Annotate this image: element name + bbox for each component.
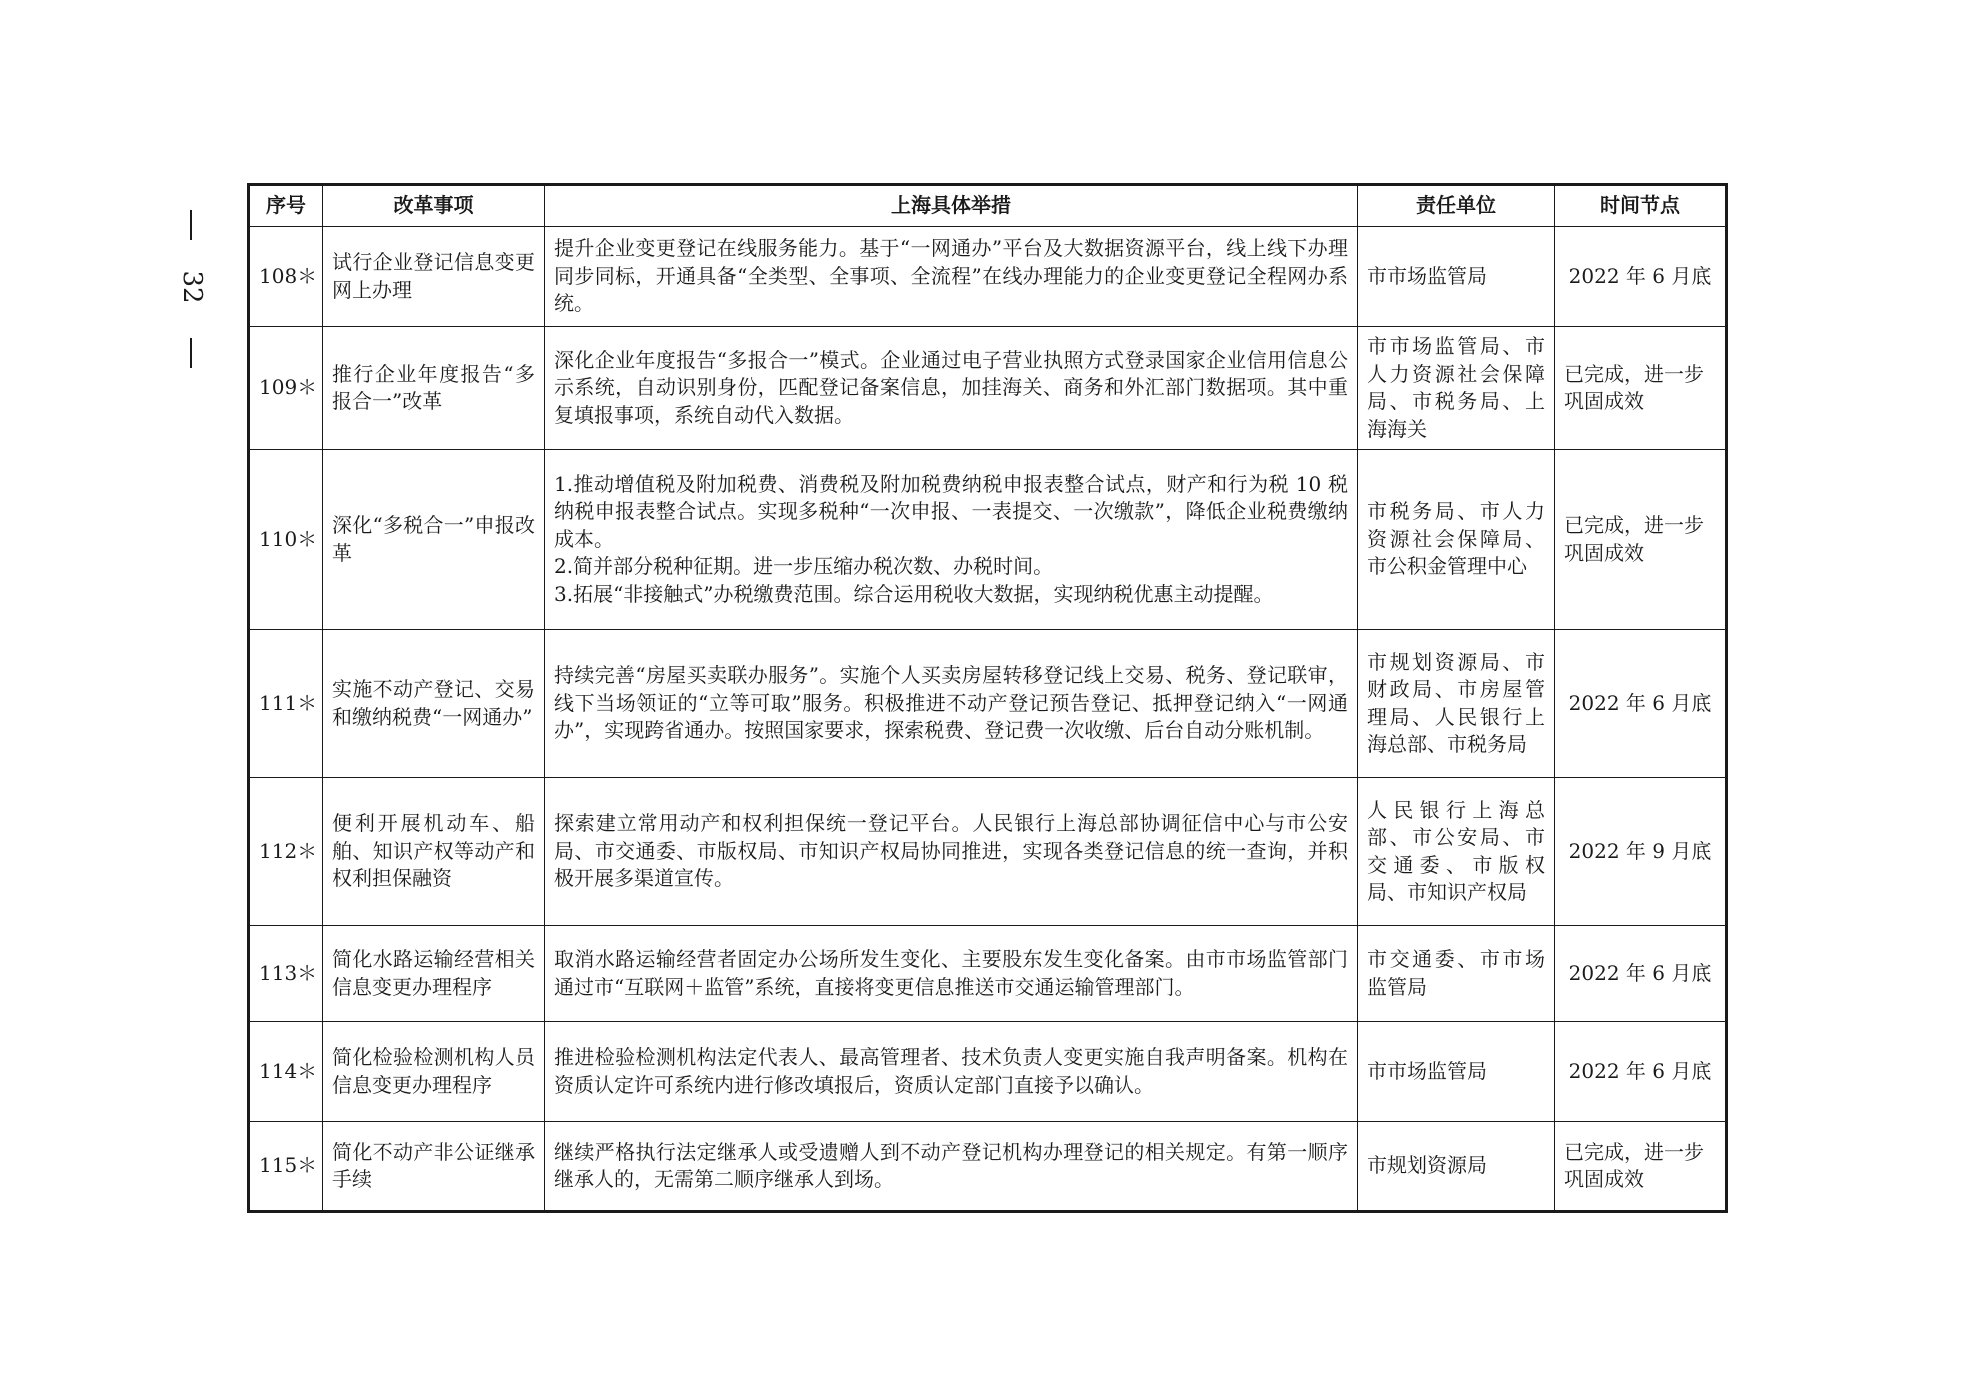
time-node: 已完成，进一步巩固成效 bbox=[1555, 327, 1727, 450]
table-header-row bbox=[249, 185, 1727, 227]
header-no: 序号 bbox=[249, 185, 323, 227]
responsible-unit: 市市场监管局 bbox=[1358, 227, 1555, 327]
measure-cell bbox=[545, 926, 1358, 1022]
measure-paragraph: 3.拓展“非接触式”办税缴费范围。综合运用税收大数据，实现纳税优惠主动提醒。 bbox=[554, 581, 1274, 606]
page-number-dash-bottom bbox=[190, 338, 192, 368]
measure-paragraph: 取消水路运输经营者固定办公场所发生变化、主要股东发生变化备案。由市市场监管部门通过市“互联网＋监管”系统，直接将变更信息推送市交通运输管理部门。 bbox=[554, 947, 1348, 999]
row-number: 112＊ bbox=[249, 778, 323, 926]
responsible-unit: 市规划资源局、市财政局、市房屋管理局、人民银行上海总部、市税务局 bbox=[1358, 630, 1555, 778]
responsible-unit: 市规划资源局 bbox=[1358, 1122, 1555, 1212]
table-row bbox=[249, 1122, 1727, 1212]
time-node: 2022 年 6 月底 bbox=[1555, 630, 1727, 778]
header-item: 改革事项 bbox=[323, 185, 545, 227]
row-number: 109＊ bbox=[249, 327, 323, 450]
reform-item: 推行企业年度报告“多报合一”改革 bbox=[323, 327, 545, 450]
table-row bbox=[249, 630, 1727, 778]
page-number-dash-top bbox=[190, 210, 192, 240]
table-body bbox=[249, 227, 1727, 1212]
measure-cell bbox=[545, 1022, 1358, 1122]
reform-item: 实施不动产登记、交易和缴纳税费“一网通办” bbox=[323, 630, 545, 778]
time-node: 2022 年 6 月底 bbox=[1555, 926, 1727, 1022]
measure-cell bbox=[545, 450, 1358, 630]
reform-item: 深化“多税合一”申报改革 bbox=[323, 450, 545, 630]
responsible-unit: 市交通委、市市场监管局 bbox=[1358, 926, 1555, 1022]
reform-item: 简化不动产非公证继承手续 bbox=[323, 1122, 545, 1212]
header-measure: 上海具体举措 bbox=[545, 185, 1358, 227]
row-number: 114＊ bbox=[249, 1022, 323, 1122]
row-number: 111＊ bbox=[249, 630, 323, 778]
table-row bbox=[249, 926, 1727, 1022]
page-number-margin bbox=[168, 210, 218, 370]
measure-paragraph: 2.简并部分税种征期。进一步压缩办税次数、办税时间。 bbox=[554, 554, 1054, 579]
reform-item: 便利开展机动车、船舶、知识产权等动产和权利担保融资 bbox=[323, 778, 545, 926]
measure-cell bbox=[545, 227, 1358, 327]
responsible-unit: 人民银行上海总部、市公安局、市交通委、市版权局、市知识产权局 bbox=[1358, 778, 1555, 926]
table-row bbox=[249, 450, 1727, 630]
table-row bbox=[249, 1022, 1727, 1122]
measure-paragraph: 探索建立常用动产和权利担保统一登记平台。人民银行上海总部协调征信中心与市公安局、市交通委、市版权局、市知识产权局协同推进，实现各类登记信息的统一查询，并积极开展多渠道宣传。 bbox=[554, 811, 1348, 891]
measure-paragraph: 1.推动增值税及附加税费、消费税及附加税费纳税申报表整合试点，财产和行为税 10 税纳税申报表整合试点。实现多税种“一次申报、一表提交、一次缴款”，降低企业税费缴纳成本。 bbox=[554, 471, 1348, 551]
measure-paragraph: 持续完善“房屋买卖联办服务”。实施个人买卖房屋转移登记线上交易、税务、登记联审，线下当场领证的“立等可取”服务。积极推进不动产登记预告登记、抵押登记纳入“一网通办”，实现跨省通办。按照国家要求，探索税费、登记费一次收缴、后台自动分账机制。 bbox=[554, 663, 1348, 743]
time-node: 2022 年 9 月底 bbox=[1555, 778, 1727, 926]
responsible-unit: 市市场监管局 bbox=[1358, 1022, 1555, 1122]
table-row bbox=[249, 778, 1727, 926]
measure-cell bbox=[545, 630, 1358, 778]
row-number: 108＊ bbox=[249, 227, 323, 327]
reform-item: 简化检验检测机构人员信息变更办理程序 bbox=[323, 1022, 545, 1122]
measure-paragraph: 推进检验检测机构法定代表人、最高管理者、技术负责人变更实施自我声明备案。机构在资质认定许可系统内进行修改填报后，资质认定部门直接予以确认。 bbox=[554, 1045, 1348, 1097]
measure-paragraph: 继续严格执行法定继承人或受遗赠人到不动产登记机构办理登记的相关规定。有第一顺序继承人的，无需第二顺序继承人到场。 bbox=[554, 1139, 1348, 1191]
reform-item: 试行企业登记信息变更网上办理 bbox=[323, 227, 545, 327]
responsible-unit: 市市场监管局、市人力资源社会保障局、市税务局、上海海关 bbox=[1358, 327, 1555, 450]
time-node: 已完成，进一步巩固成效 bbox=[1555, 1122, 1727, 1212]
header-time: 时间节点 bbox=[1555, 185, 1727, 227]
time-node: 已完成，进一步巩固成效 bbox=[1555, 450, 1727, 630]
row-number: 110＊ bbox=[249, 450, 323, 630]
page-number: 32 bbox=[177, 270, 207, 304]
row-number: 113＊ bbox=[249, 926, 323, 1022]
time-node: 2022 年 6 月底 bbox=[1555, 1022, 1727, 1122]
responsible-unit: 市税务局、市人力资源社会保障局、市公积金管理中心 bbox=[1358, 450, 1555, 630]
measure-paragraph: 提升企业变更登记在线服务能力。基于“一网通办”平台及大数据资源平台，线上线下办理同步同标，开通具备“全类型、全事项、全流程”在线办理能力的企业变更登记全程网办系统。 bbox=[554, 236, 1348, 316]
time-node: 2022 年 6 月底 bbox=[1555, 227, 1727, 327]
measure-paragraph: 深化企业年度报告“多报合一”模式。企业通过电子营业执照方式登录国家企业信用信息公示系统，自动识别身份，匹配登记备案信息，加挂海关、商务和外汇部门数据项。其中重复填报事项，系统自动代入数据。 bbox=[554, 347, 1348, 427]
header-unit: 责任单位 bbox=[1358, 185, 1555, 227]
reform-measures-table bbox=[247, 183, 1728, 1213]
table-row bbox=[249, 227, 1727, 327]
row-number: 115＊ bbox=[249, 1122, 323, 1212]
table-row bbox=[249, 327, 1727, 450]
measure-cell bbox=[545, 778, 1358, 926]
reform-item: 简化水路运输经营相关信息变更办理程序 bbox=[323, 926, 545, 1022]
measure-cell bbox=[545, 327, 1358, 450]
measure-cell bbox=[545, 1122, 1358, 1212]
